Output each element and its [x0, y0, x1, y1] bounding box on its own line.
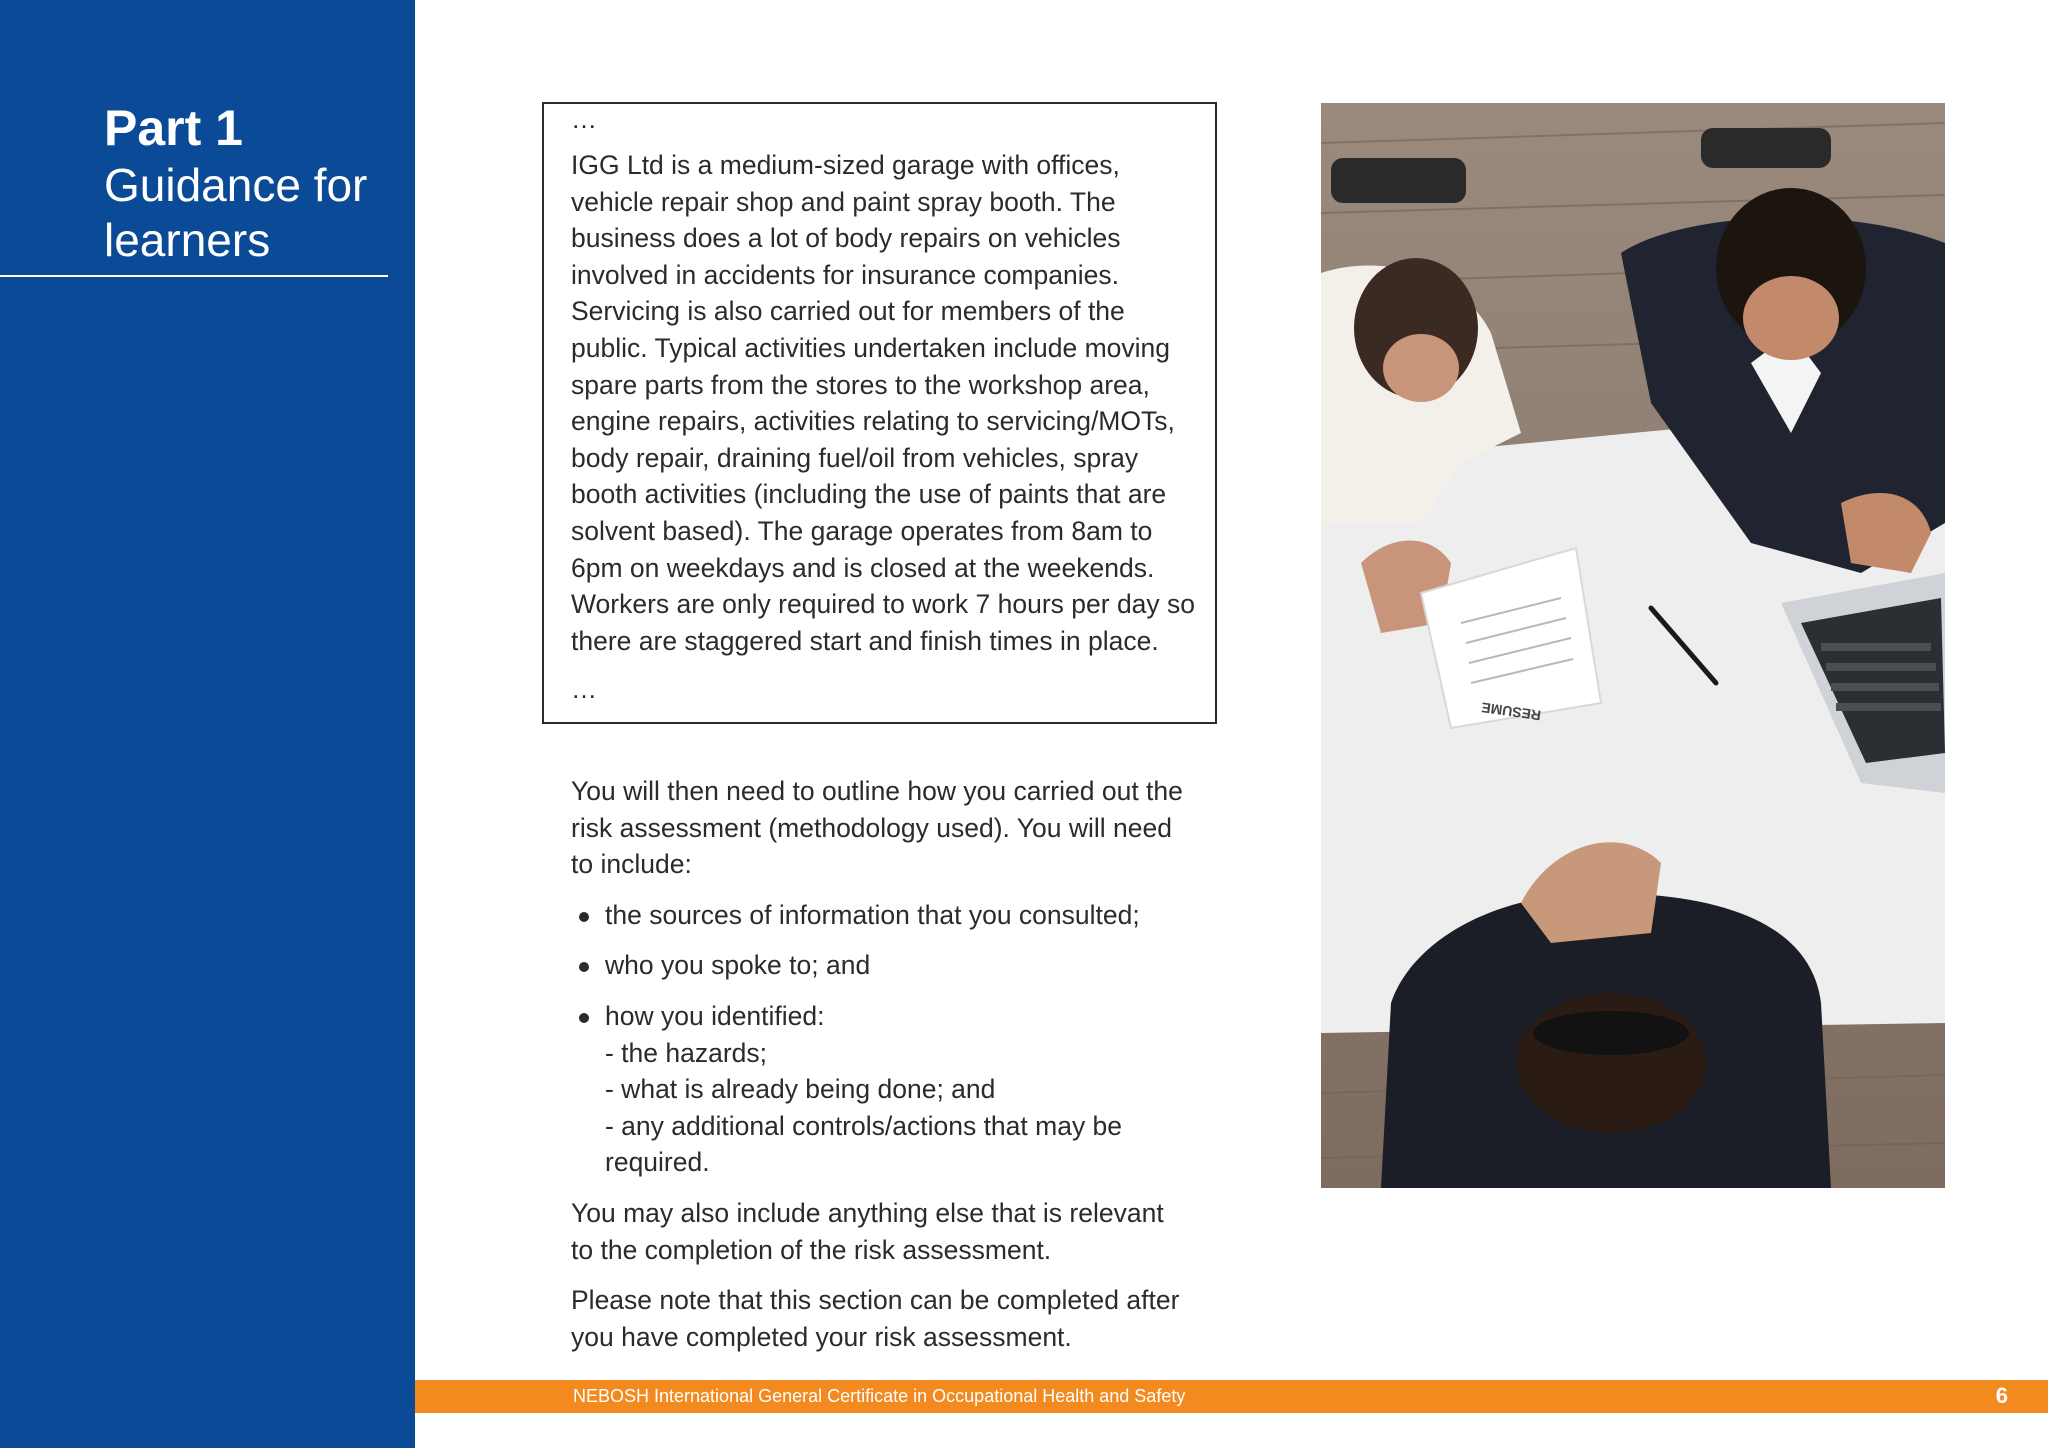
ellipsis-top: …: [571, 104, 599, 134]
bullet-icon: [579, 1013, 589, 1023]
bullet-icon: [579, 962, 589, 972]
scenario-box: [542, 102, 1217, 724]
intro-paragraph: You will then need to outline how you carried out the risk assessment (methodology used). You will need to include:: [571, 776, 1183, 880]
meeting-photo: [1321, 103, 1945, 1188]
list-item-text: the sources of information that you consulted;: [605, 899, 1140, 930]
ellipsis-bottom: …: [571, 674, 599, 704]
bullet-icon: [579, 912, 589, 922]
part-subtitle: Guidance for learners: [104, 159, 368, 266]
list-item: [571, 897, 1191, 934]
methodology-list: [571, 897, 1191, 1181]
list-item: [571, 947, 1191, 984]
note-paragraph: Please note that this section can be completed after you have completed your risk assessment.: [571, 1285, 1180, 1352]
sub-item: - what is already being done; and: [605, 1074, 996, 1105]
part-title: Part 1: [104, 100, 243, 156]
list-item-text: how you identified:: [605, 1000, 825, 1031]
footer-title: NEBOSH International General Certificate in Occupational Health and Safety: [573, 1386, 1186, 1406]
page-number: 6: [1995, 1383, 2008, 1408]
list-item: [571, 998, 1191, 1181]
sub-item: - any additional controls/actions that may be required.: [605, 1110, 1123, 1178]
footer-bar: [415, 1380, 2048, 1413]
body-text: [571, 773, 1191, 1369]
resume-label: RESUME: [1480, 699, 1542, 724]
list-item-text: who you spoke to; and: [605, 950, 871, 981]
sub-item: - the hazards;: [605, 1037, 768, 1068]
meeting-photo-illustration: [1321, 103, 1945, 1188]
scenario-paragraph: IGG Ltd is a medium-sized garage with offices, vehicle repair shop and paint spray booth. The business does a lot of body repairs on vehicles involved in accidents for insurance companies. Servicing is also carried out for members of the public. Typical activities undertaken include moving spare parts from the stores to the workshop area, engine repairs, activities relating to servicing/MOTs, body repair, draining fuel/oil from vehicles, spray booth activities (including the use of paints that are solvent based). The garage operates from 8am to 6pm on weekdays and is closed at the weekends. Workers are only required to work 7 hours per day so there are staggered start and finish times in place.: [571, 150, 1196, 656]
sidebar: [0, 0, 415, 1448]
sidebar-divider: [0, 275, 388, 277]
also-include-paragraph: You may also include anything else that is relevant to the completion of the risk assessment.: [571, 1197, 1164, 1265]
